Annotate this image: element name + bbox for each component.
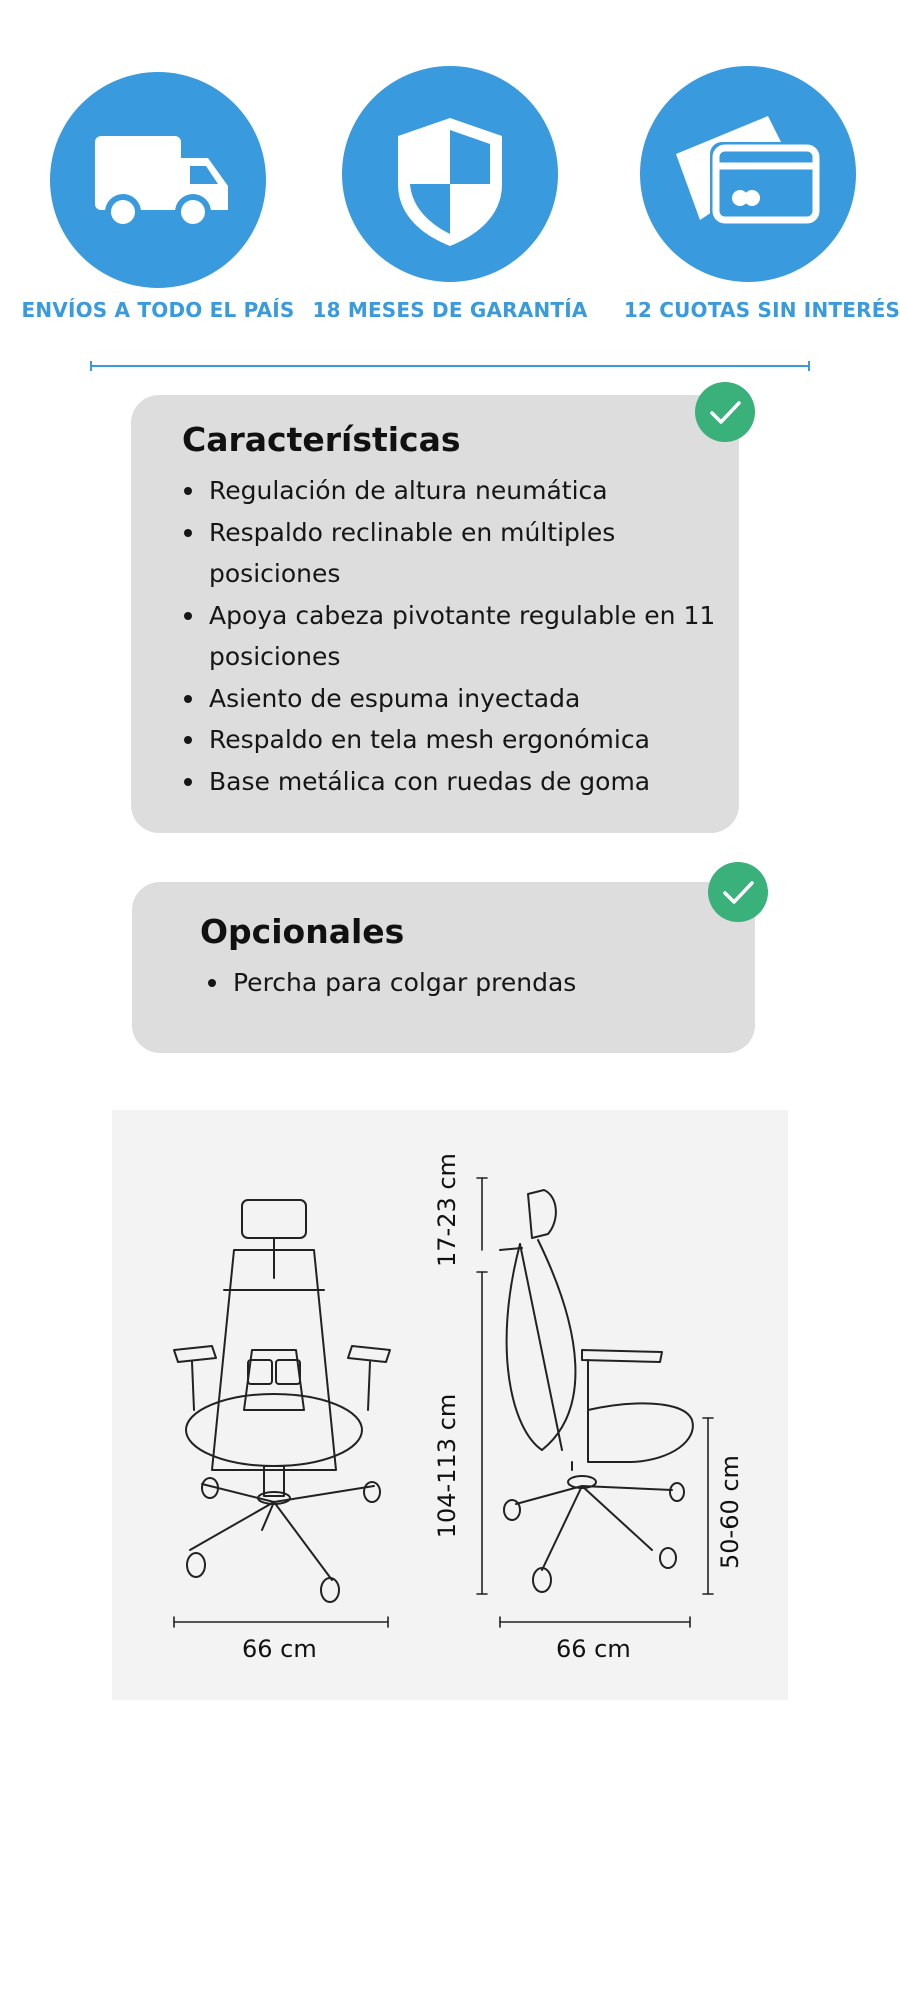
installments-label: 12 CUOTAS SIN INTERÉS [623, 298, 900, 322]
shipping-label: ENVÍOS A TODO EL PAÍS [21, 298, 295, 322]
truck-icon [50, 72, 266, 288]
credit-card-icon [640, 66, 856, 282]
list-item: Regulación de altura neumática [181, 470, 733, 512]
side-width-label: 66 cm [556, 1635, 631, 1663]
chair-front-view [174, 1200, 390, 1602]
seat-height-label: 50-60 cm [716, 1455, 744, 1569]
list-item: Apoya cabeza pivotante regulable en 11 posiciones [181, 595, 733, 678]
headrest-height-label: 17-23 cm [433, 1153, 461, 1267]
list-item: Asiento de espuma inyectada [181, 678, 733, 720]
warranty-label: 18 MESES DE GARANTÍA [312, 298, 588, 322]
section-divider [90, 365, 810, 367]
check-icon [708, 862, 768, 922]
front-width-label: 66 cm [242, 1635, 317, 1663]
dimensions-diagram [112, 1110, 788, 1700]
installments-badge [640, 66, 856, 282]
options-list [205, 962, 745, 1004]
options-title: Opcionales [200, 912, 405, 951]
shipping-badge [50, 72, 266, 288]
features-list [181, 470, 733, 802]
back-height-label: 104-113 cm [433, 1393, 461, 1539]
list-item: Base metálica con ruedas de goma [181, 761, 733, 803]
list-item: Respaldo en tela mesh ergonómica [181, 719, 733, 761]
check-icon [695, 382, 755, 442]
features-card [131, 395, 739, 833]
chair-side-view [500, 1190, 693, 1592]
features-title: Características [182, 420, 461, 459]
warranty-badge [342, 66, 558, 282]
list-item: Respaldo reclinable en múltiples posiciones [181, 512, 733, 595]
list-item: Percha para colgar prendas [205, 962, 745, 1004]
options-card [132, 882, 755, 1053]
shield-icon [342, 66, 558, 282]
